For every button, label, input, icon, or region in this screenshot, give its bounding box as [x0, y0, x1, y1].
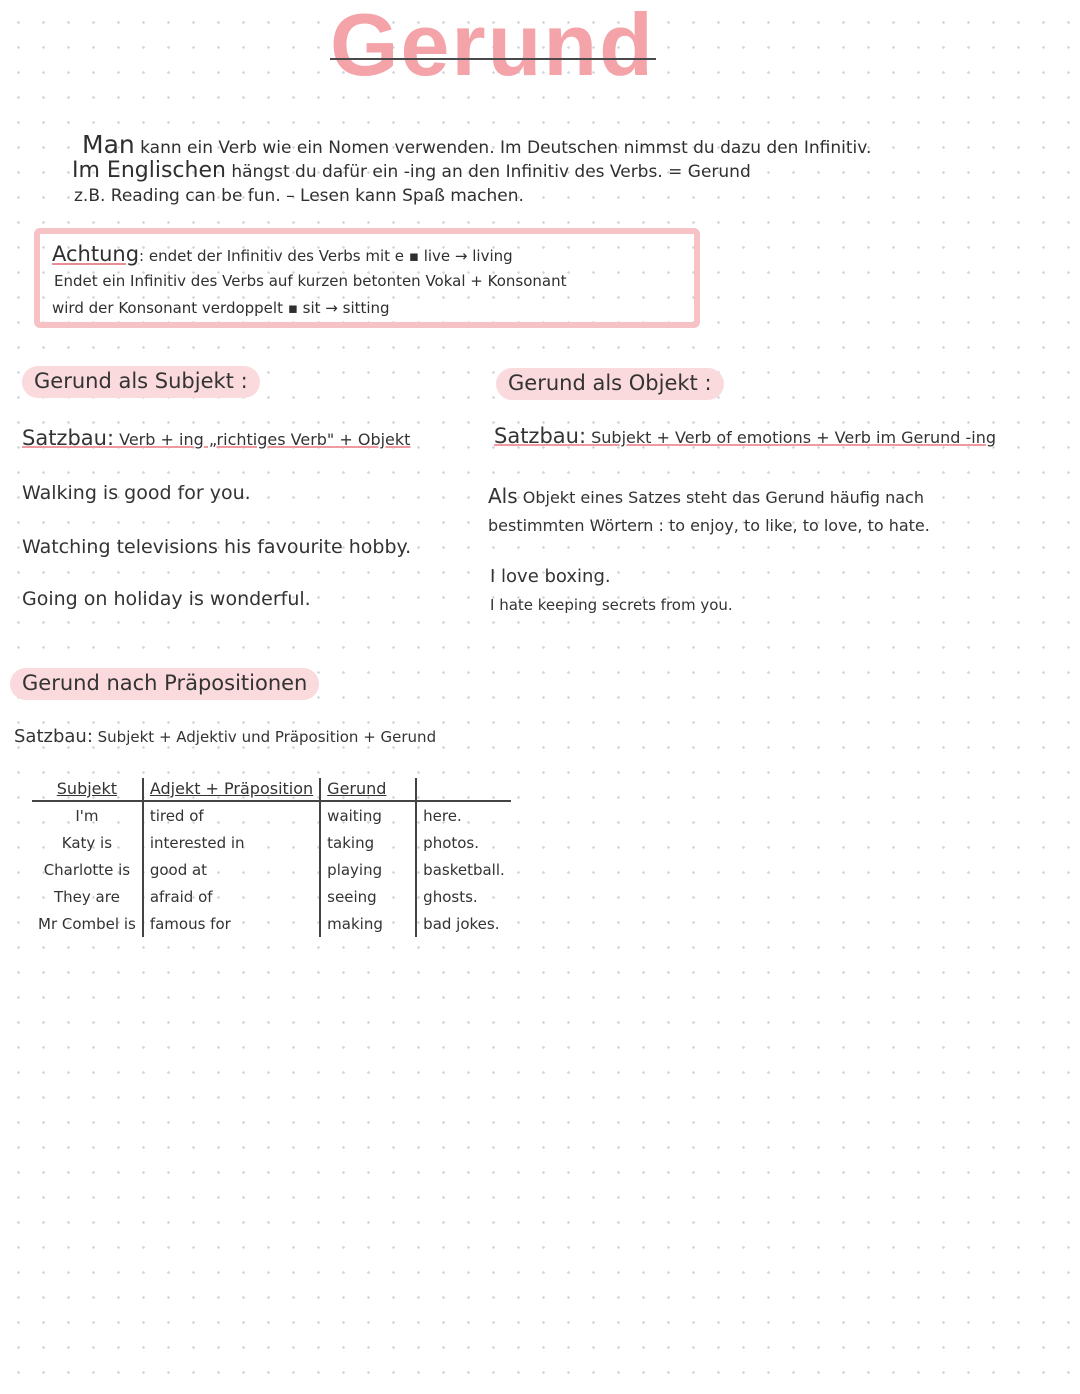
satzbau-part-richtiges-verb: „richtiges Verb": [203, 430, 335, 449]
achtung-rule-1: : endet der Infinitiv des Verbs mit e ▪ live → living: [139, 247, 513, 265]
intro-example: z.B. Reading can be fun. – Lesen kann Spaß machen.: [74, 186, 524, 206]
achtung-label: Achtung: [52, 242, 140, 266]
cell-subjekt: I'm: [32, 801, 143, 829]
section-heading-objekt: Gerund als Objekt :: [496, 368, 724, 400]
section-heading-praepositionen: Gerund nach Präpositionen: [10, 668, 319, 700]
column-header-gerund: Gerund: [320, 778, 416, 801]
objekt-info-start: Als: [488, 484, 518, 508]
cell-adjekt-praeposition: tired of: [143, 801, 320, 829]
cell-rest: here.: [423, 806, 462, 825]
satzbau-label: Satzbau:: [494, 424, 587, 448]
subjekt-example-1: Walking is good for you.: [22, 482, 251, 504]
cell-rest: ghosts.: [423, 887, 478, 906]
table-header-row: [32, 778, 511, 801]
cell-gerund: playing: [320, 856, 416, 883]
cell-gerund: taking: [320, 829, 416, 856]
intro-line-2-rest: hängst du dafür ein -ing an den Infinitiv des Verbs. = Gerund: [225, 162, 751, 182]
satzbau-objekt-text: Subjekt + Verb of emotions + Verb im Gerund -ing: [586, 428, 996, 447]
cell-gerund: waiting: [320, 801, 416, 829]
cell-rest: basketball.: [423, 860, 505, 879]
table-row: [32, 829, 511, 856]
cell-adjekt-praeposition: famous for: [143, 910, 320, 937]
cell-subjekt: They are: [32, 883, 143, 910]
page-title: Gerund: [330, 0, 655, 94]
table-row: [32, 910, 511, 937]
satzbau-part-objekt: + Objekt: [334, 430, 411, 449]
intro-line-2-mid: Englischen: [99, 158, 226, 183]
cell-adjekt-praeposition: good at: [143, 856, 320, 883]
section-heading-subjekt: Gerund als Subjekt :: [22, 366, 260, 398]
table-row: [32, 883, 511, 910]
achtung-line-1: [52, 242, 513, 266]
intro-line-1-rest: kann ein Verb wie ein Nomen verwenden. Im Deutschen nimmst du dazu den Infinitiv.: [134, 138, 872, 158]
achtung-line-2: Endet ein Infinitiv des Verbs auf kurzen betonten Vokal + Konsonant: [54, 272, 567, 290]
gerund-table: [32, 778, 511, 937]
satzbau-label: Satzbau:: [14, 726, 93, 747]
objekt-example-2: I hate keeping secrets from you.: [490, 596, 733, 614]
objekt-info-line-2: bestimmten Wörtern : to enjoy, to like, to love, to hate.: [488, 516, 930, 535]
table-row: [32, 801, 511, 829]
cell-adjekt-praeposition: interested in: [143, 829, 320, 856]
intro-line-2: [72, 158, 751, 183]
cell-rest: bad jokes.: [423, 914, 500, 933]
column-header-rest: [416, 778, 511, 801]
intro-line-2-start: Im: [72, 158, 100, 183]
column-header-adjekt-praeposition: Adjekt + Präposition: [143, 778, 320, 801]
satzbau-subjekt: [22, 426, 410, 450]
satzbau-label: Satzbau:: [22, 426, 115, 450]
subjekt-example-2: Watching televisions his favourite hobby.: [22, 536, 412, 558]
cell-gerund: seeing: [320, 883, 416, 910]
cell-rest: photos.: [423, 833, 480, 852]
intro-line-1-start: Man: [82, 130, 135, 159]
achtung-line-3: wird der Konsonant verdoppelt ▪ sit → sitting: [52, 299, 390, 317]
column-header-subjekt: Subjekt: [32, 778, 143, 801]
title-strikethrough: [330, 58, 656, 60]
satzbau-praepositionen: [14, 726, 436, 747]
objekt-info-rest: Objekt eines Satzes steht das Gerund häufig nach: [517, 488, 924, 507]
objekt-info-line-1: [488, 484, 924, 508]
satzbau-objekt: [494, 424, 996, 448]
cell-subjekt: Katy is: [32, 829, 143, 856]
cell-subjekt: Charlotte is: [32, 856, 143, 883]
cell-gerund: making: [320, 910, 416, 937]
objekt-example-1: I love boxing.: [490, 566, 611, 587]
subjekt-example-3: Going on holiday is wonderful.: [22, 588, 311, 610]
satzbau-part-verb-ing: Verb + ing: [114, 430, 204, 449]
intro-line-1: [82, 130, 871, 159]
table-row: [32, 856, 511, 883]
cell-subjekt: Mr Combel is: [32, 910, 143, 937]
satzbau-praepositionen-text: Subjekt + Adjektiv und Präposition + Gerund: [92, 728, 437, 746]
gerund-table-wrapper: [32, 778, 511, 937]
cell-adjekt-praeposition: afraid of: [143, 883, 320, 910]
